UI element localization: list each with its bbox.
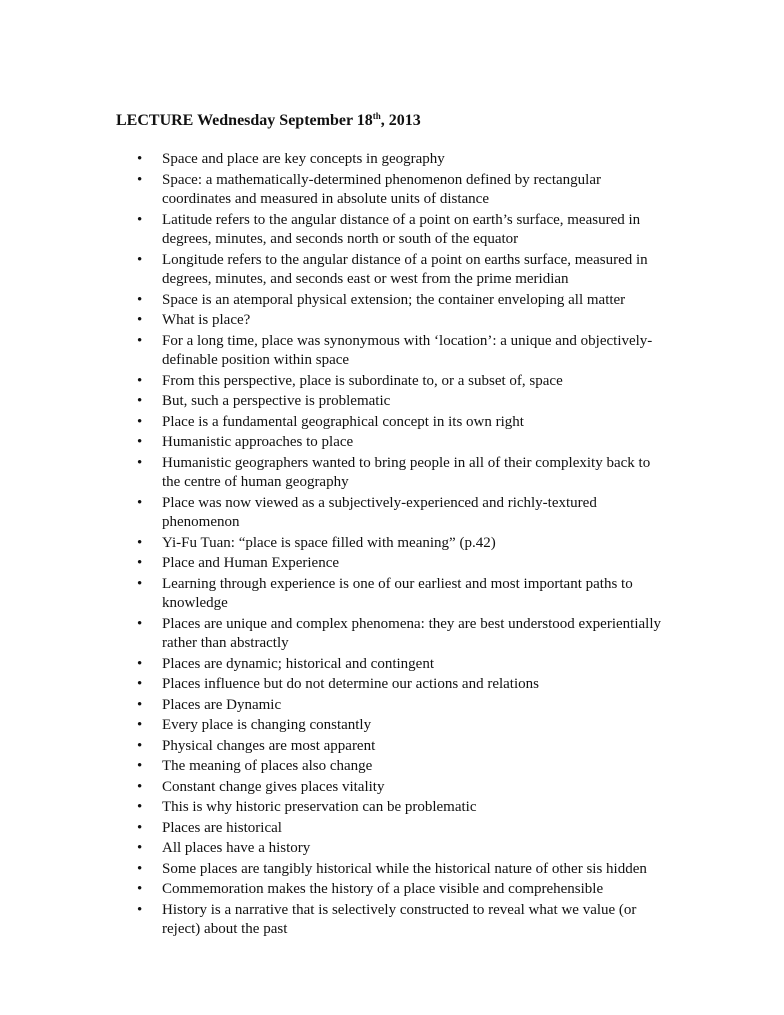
bullet-item: • Places are Dynamic: [162, 696, 672, 716]
bullet-item: • Places are historical: [162, 819, 672, 839]
bullet-item: • Places are dynamic; historical and contingent: [162, 655, 672, 675]
bullet-item: • The meaning of places also change: [162, 757, 672, 777]
bullet-item: • Constant change gives places vitality: [162, 778, 672, 798]
bullet-item: • Places are unique and complex phenomena: they are best understood experientially rather than abstractly: [162, 615, 672, 654]
bullet-item: • Space: a mathematically-determined phenomenon defined by rectangular coordinates and measured in absolute units of distance: [162, 171, 672, 210]
lecture-title: [116, 112, 421, 130]
lecture-title-year: , 2013: [380, 112, 421, 129]
bullet-item: • What is place?: [162, 311, 672, 331]
lecture-bullet-list: [162, 150, 672, 941]
bullet-item: • Place was now viewed as a subjectively-experienced and richly-textured phenomenon: [162, 494, 672, 533]
bullet-item: • Place is a fundamental geographical concept in its own right: [162, 413, 672, 433]
bullet-item: • Physical changes are most apparent: [162, 737, 672, 757]
bullet-item: • Commemoration makes the history of a place visible and comprehensible: [162, 880, 672, 900]
lecture-title-superscript: th: [372, 111, 381, 121]
bullet-item: • For a long time, place was synonymous with ‘location’: a unique and objectively-definable position within space: [162, 332, 672, 371]
bullet-item: • Humanistic approaches to place: [162, 433, 672, 453]
bullet-item: • Longitude refers to the angular distance of a point on earths surface, measured in degrees, minutes, and seconds east or west from the prime meridian: [162, 251, 672, 290]
bullet-item: • Place and Human Experience: [162, 554, 672, 574]
bullet-item: • Space and place are key concepts in geography: [162, 150, 672, 170]
bullet-item: • This is why historic preservation can be problematic: [162, 798, 672, 818]
bullet-item: • Space is an atemporal physical extension; the container enveloping all matter: [162, 291, 672, 311]
bullet-item: • From this perspective, place is subordinate to, or a subset of, space: [162, 372, 672, 392]
bullet-item: • History is a narrative that is selectively constructed to reveal what we value (or reject) about the past: [162, 901, 672, 940]
bullet-item: • Humanistic geographers wanted to bring people in all of their complexity back to the centre of human geography: [162, 454, 672, 493]
lecture-title-main: LECTURE Wednesday September 18: [116, 112, 373, 129]
bullet-item: • Every place is changing constantly: [162, 716, 672, 736]
bullet-item: • Places influence but do not determine our actions and relations: [162, 675, 672, 695]
bullet-item: • But, such a perspective is problematic: [162, 392, 672, 412]
bullet-item: • Some places are tangibly historical while the historical nature of other sis hidden: [162, 860, 672, 880]
bullet-item: • All places have a history: [162, 839, 672, 859]
bullet-item: • Latitude refers to the angular distance of a point on earth’s surface, measured in degrees, minutes, and seconds north or south of the equator: [162, 211, 672, 250]
bullet-item: • Learning through experience is one of our earliest and most important paths to knowledge: [162, 575, 672, 614]
bullet-item: • Yi-Fu Tuan: “place is space filled with meaning” (p.42): [162, 534, 672, 554]
